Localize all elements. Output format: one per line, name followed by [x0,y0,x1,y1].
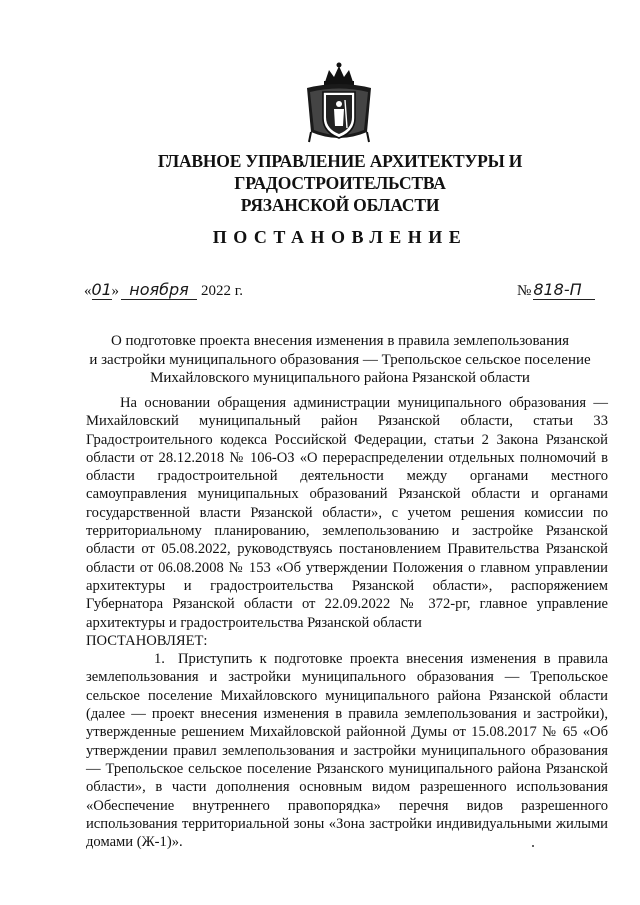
number-prefix: № [517,283,532,299]
subject-line-2: и застройки муниципального образования — Трепольское сельское поселение [89,351,591,368]
preamble-paragraph: На основании обращения администрации муниципального образования — Михайловский муниципальный район Рязанской области, статьи 33 Градостроительного кодекса Российской Федерации, статьи 2 Закона Рязанской области от 28.12.2018 № 106-ОЗ «О перераспределении отдельных полномочий в области градостроительной деятельности между органами местного самоуправления муниципальных образований Рязанской области и органами государственной власти Рязанской области», с учетом решения комиссии по территориальному планированию, землепользованию и застройке Рязанской области от 05.08.2022, руководствуясь постановлением Правительства Рязанской области от 06.08.2008 № 153 «Об утверждении Положения о главном управлении архитектуры и градостроительства Рязанской области», распоряжением Губернатора Рязанской области от 22.09.2022 № 372-рг, главное управление архитектуры и градостроительства Рязанской области [86,395,608,631]
date-year: 2022 г. [201,283,243,299]
resolves-heading: ПОСТАНОВЛЯЕТ: [86,632,208,649]
date-close-quote: » [111,283,119,299]
document-date [84,280,243,300]
date-day-handwritten: 01 [91,280,112,299]
subject-line-1: О подготовке проекта внесения изменения в правила землепользования [110,333,570,349]
document-type-heading: ПОСТАНОВЛЕНИЕ [212,227,468,247]
authority-line-1: ГЛАВНОЕ УПРАВЛЕНИЕ АРХИТЕКТУРЫ И ГРАДОСТРОИТЕЛЬСТВА [157,151,523,193]
item-1-text: Приступить к подготовке проекта внесения изменения в правила землепользования и застройки муниципального образования — Трепольское сельское поселение Михайловского муниципального района Рязанской области (далее — проект внесения изменения в правила землепользования и застройки), утвержденные решением Михайловской районной Думы от 15.08.2017 № 65 «Об утверждении правил землепользования и застройки муниципального образования — Трепольское сельское поселение Рязанского муниципального района Рязанской области», в части дополнения основным видом разрешенного использования «Обеспечение внутреннего правопорядка» перечня видов разрешенного использования территориальной зоны «Зона застройки индивидуальными жилыми домами (Ж-1)». [86,651,608,851]
scan-speck [532,845,534,847]
date-month-handwritten: ноября [121,280,197,300]
document-number [517,280,595,300]
coat-of-arms-emblem [301,62,377,146]
item-1-number: 1. [154,651,165,668]
document-subject [60,332,620,388]
issuing-authority [60,150,620,216]
subject-line-3: Михайловского муниципального района Рязанской области [150,370,530,386]
authority-line-2: РЯЗАНСКОЙ ОБЛАСТИ [240,195,440,215]
item-1-paragraph [86,650,608,851]
number-handwritten: 818-П [533,280,595,300]
date-open-quote: « [84,283,92,299]
document-body [86,394,608,851]
